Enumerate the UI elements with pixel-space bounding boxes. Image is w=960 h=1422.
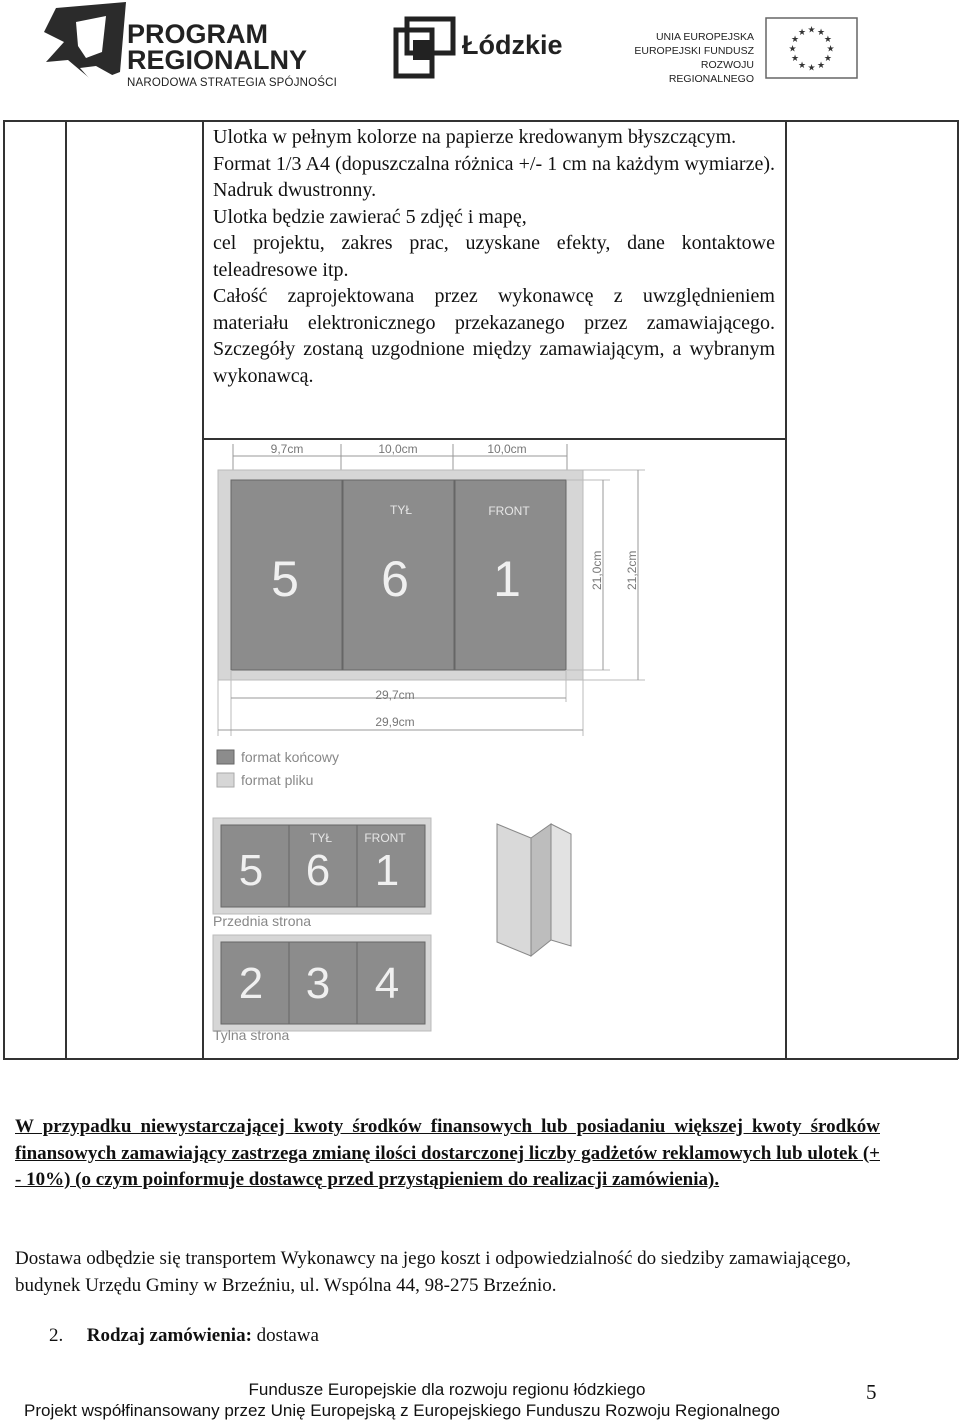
- panel-number-6: 6: [381, 551, 409, 607]
- table-right-border: [957, 120, 959, 1059]
- eu-logo-text: [614, 30, 754, 86]
- spec-line-3: Ulotka będzie zawierać 5 zdjęć i mapę,: [213, 205, 527, 228]
- eu-star-icon: ★: [823, 34, 832, 44]
- eu-star-icon: ★: [791, 53, 800, 63]
- eu-star-icon: ★: [823, 53, 832, 63]
- eu-star-icon: ★: [807, 24, 816, 35]
- legend-swatch-final: [217, 750, 234, 764]
- back-caption: Tylna strona: [213, 1027, 290, 1043]
- front-number-6: 6: [305, 846, 331, 895]
- eu-line2: EUROPEJSKI FUNDUSZ: [634, 45, 754, 57]
- dim-top-label-1: 9,7cm: [270, 442, 304, 456]
- front-label-tyl: TYŁ: [309, 831, 333, 845]
- program-logo-icon: [36, 2, 126, 94]
- table-description-cell: [213, 124, 775, 389]
- spec-line-5: Całość zaprojektowana przez wykonawcę z uwzględnieniem materiału elektronicznego przekazanego przez zamawiającego. Szczegóły zostaną uzgodnione między zamawiającym, a wybranym wykonawcą.: [213, 285, 775, 387]
- panel-label-tyl: TYŁ: [389, 503, 413, 517]
- panel-number-5: 5: [271, 551, 299, 607]
- dim-right-label-1: 21,0cm: [590, 550, 604, 590]
- delivery-paragraph: Dostawa odbędzie się transportem Wykonawcy na jego koszt i odpowiedzialność do siedziby zamawiającego, budynek Urzędu Gminy w Brzeźniu, ul. Wspólna 44, 98-275 Brzeźnio.: [15, 1248, 851, 1296]
- program-logo-line2: REGIONALNY: [127, 45, 308, 75]
- lodzkie-logo-icon: [393, 16, 457, 80]
- table-col-divider-1: [65, 120, 67, 1059]
- folded-leaflet-icon: [497, 824, 571, 956]
- eu-star-icon: ★: [816, 59, 826, 70]
- eu-star-icon: ★: [807, 62, 816, 73]
- table-col-divider-2: [202, 120, 204, 1059]
- eu-star-icon: ★: [797, 27, 807, 38]
- eu-star-icon: ★: [826, 43, 835, 54]
- funding-notice-paragraph: W przypadku niewystarczającej kwoty środków finansowych lub posiadaniu większej kwoty środków finansowych zamawiający zastrzega zmianę ilości dostarczonej liczby gadżetów reklamowych lub ulotek (+ - 10%) (o czym poinformuje dostawcę przed przystąpieniem do realizacji zamówienia).: [15, 1116, 880, 1190]
- eu-star-icon: ★: [791, 34, 800, 44]
- panel-number-1: 1: [493, 551, 521, 607]
- legend-label-file: format pliku: [241, 772, 314, 788]
- table-col-divider-3: [785, 120, 787, 1059]
- lodzkie-logo-text: Łódzkie: [462, 30, 563, 60]
- dim-top-label-2: 10,0cm: [378, 442, 418, 456]
- order-type-item: [49, 1325, 319, 1347]
- back-number-3: 3: [305, 959, 331, 1008]
- table-left-border: [3, 120, 5, 1059]
- leaflet-diagram: [205, 440, 655, 1055]
- program-logo-line1: PROGRAM: [127, 19, 268, 49]
- order-type-label: Rodzaj zamówienia:: [86, 1325, 252, 1346]
- eu-star-icon: ★: [816, 27, 826, 38]
- order-type-value: dostawa: [256, 1325, 319, 1346]
- front-number-5: 5: [238, 846, 264, 895]
- dim-top-label-3: 10,0cm: [487, 442, 527, 456]
- footer-line-1: Fundusze Europejskie dla rozwoju regionu łódzkiego: [248, 1380, 646, 1399]
- dim-bottom-label-2: 29,9cm: [375, 715, 415, 729]
- eu-star-icon: ★: [788, 43, 797, 54]
- eu-flag-icon: [765, 17, 858, 79]
- footer-line-2: Projekt współfinansowany przez Unię Europejską z Europejskiego Funduszu Rozwoju Regionalnego: [24, 1401, 780, 1420]
- back-number-2: 2: [238, 959, 264, 1008]
- back-number-4: 4: [374, 959, 400, 1008]
- table-bottom-border: [3, 1058, 958, 1060]
- table-top-border: [3, 120, 958, 122]
- spec-line-1: Ulotka w pełnym kolorze na papierze kredowanym błyszczącym.: [213, 126, 737, 148]
- order-type-number: 2.: [49, 1325, 64, 1346]
- spec-line-4: cel projektu, zakres prac, uzyskane efekty, dane kontaktowe teleadresowe itp.: [213, 232, 775, 281]
- eu-star-icon: ★: [797, 59, 807, 70]
- eu-line1: UNIA EUROPEJSKA: [655, 31, 754, 43]
- front-caption: Przednia strona: [213, 913, 312, 929]
- dim-right-label-2: 21,2cm: [625, 550, 639, 590]
- spec-line-2: Format 1/3 A4 (dopuszczalna różnica +/- 1 cm na każdym wymiarze). Nadruk dwustronny.: [213, 152, 775, 201]
- legend-swatch-file: [217, 773, 234, 787]
- dim-bottom-label-1: 29,7cm: [375, 688, 415, 702]
- front-label-front: FRONT: [364, 831, 406, 845]
- program-logo-line3: NARODOWA STRATEGIA SPÓJNOŚCI: [127, 77, 338, 89]
- legend-label-final: format końcowy: [241, 749, 340, 765]
- front-number-1: 1: [374, 846, 400, 895]
- page-number: 5: [866, 1380, 877, 1404]
- panel-label-front: FRONT: [488, 504, 530, 518]
- eu-line3: ROZWOJU REGIONALNEGO: [668, 59, 754, 85]
